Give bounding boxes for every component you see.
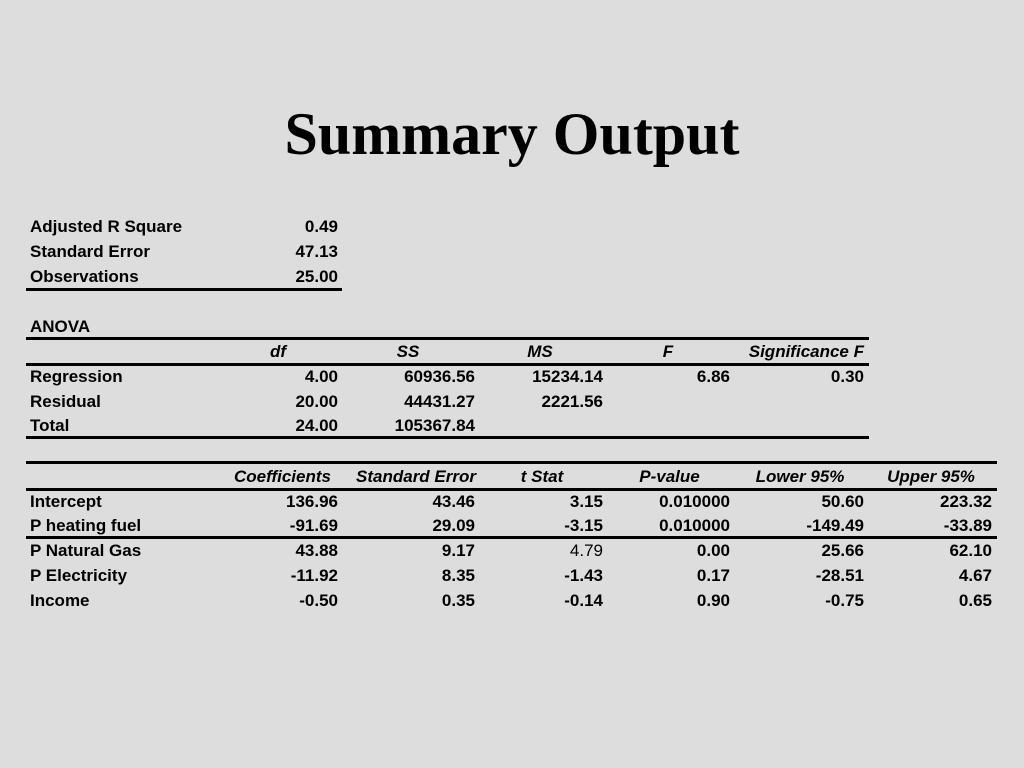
stat-label: Standard Error: [30, 242, 150, 261]
coef-upper-95: 223.32: [940, 492, 992, 511]
anova-f: 6.86: [696, 367, 730, 386]
anova-df: 24.00: [295, 416, 338, 435]
coef-p-value: 0.90: [696, 591, 730, 610]
coef-p-value: 0.010000: [659, 516, 730, 535]
coef-p-value: 0.00: [696, 541, 730, 560]
anova-df: 4.00: [304, 367, 338, 386]
coef-lower-95: -149.49: [806, 516, 864, 535]
stat-value: 25.00: [295, 267, 338, 286]
coef-t-stat: -3.15: [564, 516, 603, 535]
stat-value: 0.49: [304, 217, 338, 236]
anova-row-total: [0, 413, 1024, 438]
coef-value: -11.92: [290, 566, 338, 585]
anova-title: ANOVA: [30, 317, 91, 336]
stat-row-observations: [0, 264, 1024, 289]
coef-row-p-heating-fuel: [0, 513, 1024, 538]
coef-lower-95: -0.75: [825, 591, 864, 610]
coef-row-label: P Electricity: [30, 566, 128, 585]
coef-header-lower-95: Lower 95%: [755, 467, 845, 486]
anova-sig-f: 0.30: [830, 367, 864, 386]
anova-title-row: [0, 314, 1024, 339]
stat-label: Observations: [30, 267, 139, 286]
coef-se: 43.46: [432, 492, 475, 511]
coef-row-label: P heating fuel: [30, 516, 142, 535]
coef-header-row: [0, 464, 1024, 489]
coef-row-label: P Natural Gas: [30, 541, 142, 560]
coef-lower-95: 50.60: [821, 492, 864, 511]
anova-row-label: Regression: [30, 367, 123, 386]
coef-header-p-value: P-value: [639, 467, 700, 486]
slide-title: Summary Output: [284, 101, 740, 167]
stat-row-standard-error: [0, 239, 1024, 264]
anova-header-ms: MS: [527, 342, 553, 361]
anova-ms: 2221.56: [541, 392, 603, 411]
stat-row-adjusted-r-square: [0, 214, 1024, 239]
coef-upper-95: 0.65: [958, 591, 992, 610]
anova-row-label: Residual: [30, 392, 101, 411]
coef-row-label: Intercept: [30, 492, 102, 511]
coef-t-stat: -0.14: [564, 591, 603, 610]
anova-header-significance-f: Significance F: [748, 342, 864, 361]
coef-value: -0.50: [299, 591, 338, 610]
coef-t-stat: 3.15: [569, 492, 603, 511]
stats-bottom-rule: [26, 288, 342, 291]
coef-se: 8.35: [441, 566, 475, 585]
coef-row-income: [0, 588, 1024, 613]
stat-value: 47.13: [295, 242, 338, 261]
anova-header-f: F: [662, 342, 674, 361]
coef-row-intercept: [0, 489, 1024, 514]
coef-value: -91.69: [289, 516, 338, 535]
anova-bottom-rule: [26, 436, 869, 439]
coef-upper-95: -33.89: [943, 516, 992, 535]
anova-row-residual: [0, 389, 1024, 414]
coef-header-coefficients: Coefficients: [234, 467, 331, 486]
anova-row-regression: [0, 364, 1024, 389]
coef-t-stat: 4.79: [569, 541, 603, 560]
coef-lower-95: 25.66: [821, 541, 864, 560]
anova-header-df: df: [269, 342, 287, 361]
coef-se: 9.17: [441, 541, 475, 560]
anova-header-ss: SS: [396, 342, 420, 361]
coef-row-p-natural-gas: [0, 538, 1024, 563]
coef-header-t-stat: t Stat: [520, 467, 564, 486]
anova-df: 20.00: [295, 392, 338, 411]
coef-p-value: 0.010000: [659, 492, 730, 511]
coef-value: 43.88: [295, 541, 338, 560]
anova-ms: 15234.14: [532, 367, 603, 386]
coef-upper-95: 4.67: [958, 566, 992, 585]
anova-ss: 60936.56: [404, 367, 475, 386]
coef-row-p-electricity: [0, 563, 1024, 588]
anova-header-row: [0, 339, 1024, 364]
coef-p-value: 0.17: [696, 566, 730, 585]
coef-value: 136.96: [286, 492, 338, 511]
coef-lower-95: -28.51: [815, 566, 864, 585]
stat-label: Adjusted R Square: [30, 217, 183, 236]
anova-row-label: Total: [30, 416, 70, 435]
coef-row-label: Income: [30, 591, 90, 610]
coef-upper-95: 62.10: [949, 541, 992, 560]
anova-ss: 105367.84: [394, 416, 475, 435]
coef-t-stat: -1.43: [564, 566, 603, 585]
coef-se: 29.09: [432, 516, 475, 535]
anova-ss: 44431.27: [404, 392, 475, 411]
coef-header-standard-error: Standard Error: [356, 467, 476, 486]
coef-header-upper-95: Upper 95%: [887, 467, 975, 486]
coef-se: 0.35: [441, 591, 475, 610]
